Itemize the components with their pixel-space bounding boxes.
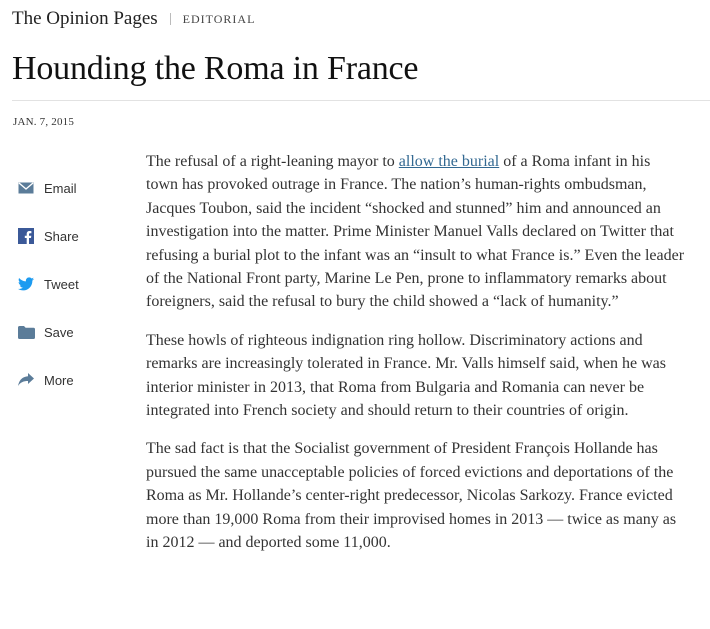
share-tools [17, 164, 97, 404]
paragraph-1-rest: of a Roma infant in his town has provoked outrage in France. The nation’s human-rights ombudsman, Jacques Toubon, said the incident “shocked and stunned” him and announced an investigation into the matter. Prime Minister Manuel Valls declared on Twitter that refusing a burial plot to the infant was an “insult to what France is.” Even the leader of the National Front party, Marine Le Pen, prone to inflammatory remarks about foreigners, said the refusal to bury the child showed a “lack of humanity.” [146, 153, 685, 311]
more-label: More [44, 372, 74, 388]
article-type-label: EDITORIAL [182, 11, 256, 26]
headline: Hounding the Roma in France [12, 50, 419, 87]
facebook-icon [17, 227, 35, 245]
tweet-button[interactable] [17, 260, 97, 308]
save-button[interactable] [17, 308, 97, 356]
section-name-link[interactable]: The Opinion Pages [12, 8, 158, 29]
share-arrow-icon [17, 371, 35, 389]
paragraph-3: The sad fact is that the Socialist government of President François Hollande has pursued the same unacceptable policies of forced evictions and deportations of the Roma as Mr. Hollande’s center-right predecessor, Nicolas Sarkozy. France evicted more than 19,000 Roma from their improvised homes in 2013 — twice as many as in 2012 — and deported some 11,000. [146, 440, 677, 552]
facebook-share-button[interactable] [17, 212, 97, 260]
article-body [146, 150, 686, 570]
twitter-icon [17, 275, 35, 293]
save-label: Save [44, 324, 74, 340]
tweet-label: Tweet [44, 276, 79, 292]
headline-divider [12, 100, 710, 101]
paragraph-1 [146, 150, 686, 314]
paragraph-1-intro: The refusal of a right-leaning mayor to [146, 153, 399, 170]
email-label: Email [44, 180, 77, 196]
section-kicker [12, 8, 255, 30]
share-label: Share [44, 228, 79, 244]
folder-icon [17, 323, 35, 341]
kicker-divider [170, 13, 171, 25]
dateline: JAN. 7, 2015 [13, 116, 75, 128]
paragraph-2: These howls of righteous indignation ring hollow. Discriminatory actions and remarks are increasingly tolerated in France. Mr. Valls himself said, when he was interior minister in 2013, that Roma from Bulgaria and Romania can never be integrated into French society and should return to their countries of origin. [146, 331, 666, 420]
email-icon [17, 179, 35, 197]
email-button[interactable] [17, 164, 97, 212]
more-button[interactable] [17, 356, 97, 404]
allow-the-burial-link[interactable]: allow the burial [398, 153, 500, 170]
